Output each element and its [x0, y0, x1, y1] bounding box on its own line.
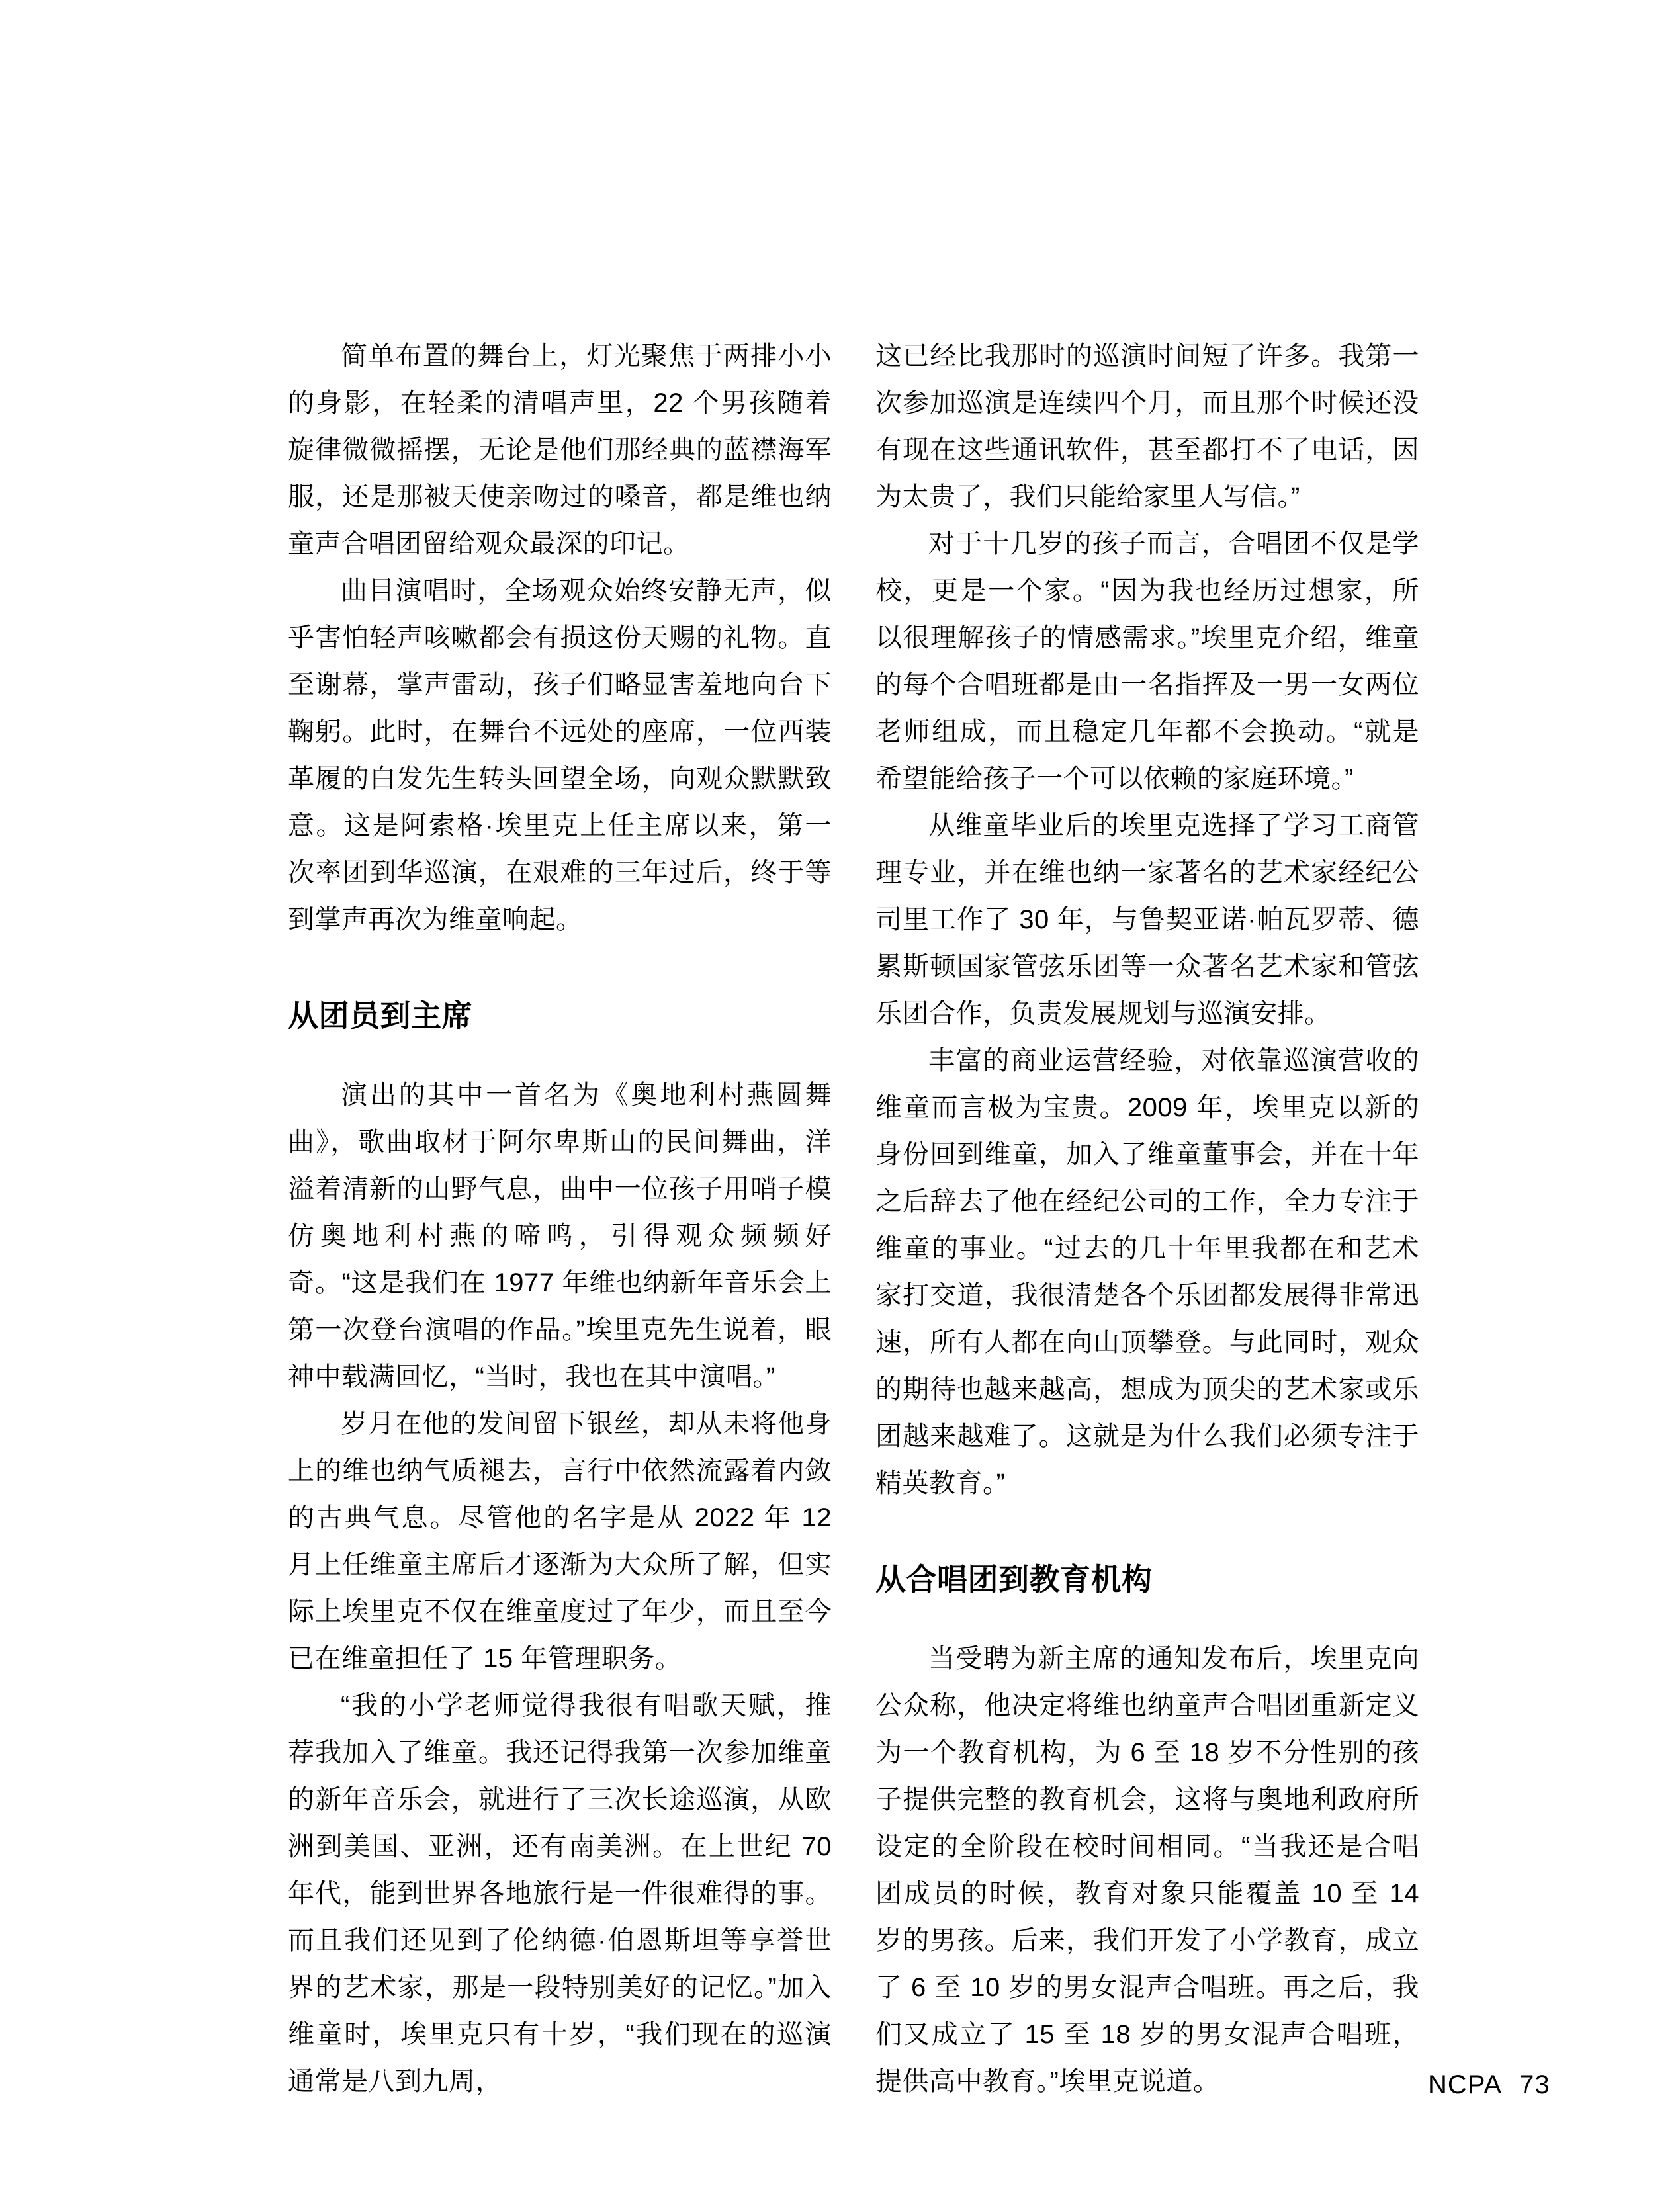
right-column: [875, 333, 1419, 2105]
paragraph-business-career: 从维童毕业后的埃里克选择了学习工商管理专业，并在维也纳一家著名的艺术家经纪公司里工作了 30 年，与鲁契亚诺·帕瓦罗蒂、德累斯顿国家管弦乐团等一众著名艺术家和管弦乐团合作，负责发展规划与巡演安排。: [875, 811, 1419, 1028]
section-heading-choir-to-education: 从合唱团到教育机构: [875, 1562, 1153, 1597]
paragraph-childhood-tours: “我的小学老师觉得我很有唱歌天赋，推荐我加入了维童。我还记得我第一次参加维童的新年音乐会，就进行了三次长途巡演，从欧洲到美国、亚洲，还有南美洲。在上世纪 70 年代，能到世界各地旅行是一件很难得的事。而且我们还见到了伦纳德·伯恩斯坦等享誉世界的艺术家，那是一段特别美好的记忆。”加入维童时，埃里克只有十岁，“我们现在的巡演通常是八到九周，: [288, 1691, 832, 2096]
paragraph-erich-history: 岁月在他的发间留下银丝，却从未将他身上的维也纳气质褪去，言行中依然流露着内敛的古典气息。尽管他的名字是从 2022 年 12 月上任维童主席后才逐渐为大众所了解，但实际上埃里克不仅在维童度过了年少，而且至今已在维童担任了 15 年管理职务。: [288, 1409, 832, 1673]
paragraph-education-institution: 当受聘为新主席的通知发布后，埃里克向公众称，他决定将维也纳童声合唱团重新定义为一个教育机构，为 6 至 18 岁不分性别的孩子提供完整的教育机会，这将与奥地利政府所设定的全阶段在校时间相同。“当我还是合唱团成员的时候，教育对象只能覆盖 10 至 14 岁的男孩。后来，我们开发了小学教育，成立了 6 至 10 岁的男女混声合唱班。再之后，我们又成立了 15 至 18 岁的男女混声合唱班，提供高中教育。”埃里克说道。: [875, 1644, 1419, 2096]
paragraph-stage-scene: 简单布置的舞台上，灯光聚焦于两排小小的身影，在轻柔的清唱声里，22 个男孩随着旋律微微摇摆，无论是他们那经典的蓝襟海军服，还是那被天使亲吻过的嗓音，都是维也纳童声合唱团留给观众最深的印记。: [288, 341, 832, 558]
section-heading-member-to-president: 从团员到主席: [288, 998, 472, 1033]
left-column: [288, 333, 832, 2105]
paragraph-choir-as-home: 对于十几岁的孩子而言，合唱团不仅是学校，更是一个家。“因为我也经历过想家，所以很理解孩子的情感需求。”埃里克介绍，维童的每个合唱班都是由一名指挥及一男一女两位老师组成，而且稳定几年都不会换动。“就是希望能给孩子一个可以依赖的家庭环境。”: [875, 529, 1419, 793]
paragraph-return-to-choir: 丰富的商业运营经验，对依靠巡演营收的维童而言极为宝贵。2009 年，埃里克以新的身份回到维童，加入了维童董事会，并在十年之后辞去了他在经纪公司的工作，全力专注于维童的事业。“过去的几十年里我都在和艺术家打交道，我很清楚各个乐团都发展得非常迅速，所有人都在向山顶攀登。与此同时，观众的期待也越来越高，想成为顶尖的艺术家或乐团越来越难了。这就是为什么我们必须专注于精英教育。”: [875, 1046, 1419, 1498]
paragraph-tour-length-continuation: 这已经比我那时的巡演时间短了许多。我第一次参加巡演是连续四个月，而且那个时候还没有现在这些通讯软件，甚至都打不了电话，因为太贵了，我们只能给家里人写信。”: [875, 341, 1419, 511]
page-footer-page-number: NCPA 73: [1428, 2070, 1550, 2099]
paragraph-waltz-song: 演出的其中一首名为《奥地利村燕圆舞曲》，歌曲取材于阿尔卑斯山的民间舞曲，洋溢着清新的山野气息，曲中一位孩子用哨子模仿奥地利村燕的啼鸣，引得观众频频好奇。“这是我们在 1977 年维也纳新年音乐会上第一次登台演唱的作品。”埃里克先生说着，眼神中载满回忆，“当时，我也在其中演唱。”: [288, 1080, 832, 1391]
paragraph-audience-applause: 曲目演唱时，全场观众始终安静无声，似乎害怕轻声咳嗽都会有损这份天赐的礼物。直至谢幕，掌声雷动，孩子们略显害羞地向台下鞠躬。此时，在舞台不远处的座席，一位西装革履的白发先生转头回望全场，向观众默默致意。这是阿索格·埃里克上任主席以来，第一次率团到华巡演，在艰难的三年过后，终于等到掌声再次为维童响起。: [288, 576, 832, 934]
